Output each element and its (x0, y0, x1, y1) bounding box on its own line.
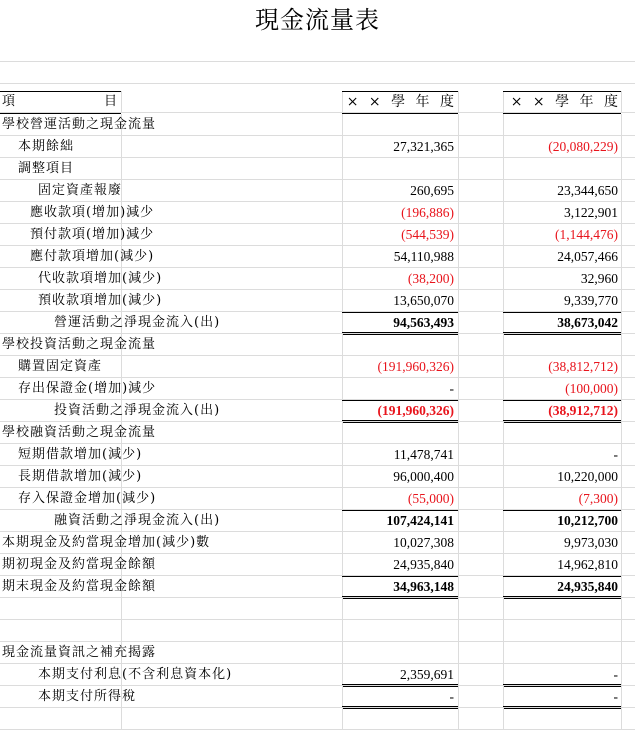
table-row (0, 180, 635, 202)
row-label: 存出保證金(增加)減少 (18, 381, 157, 396)
blank-row (0, 620, 635, 642)
value-year1: 27,321,365 (393, 139, 454, 154)
value-year1: - (449, 689, 454, 704)
value-year2: (38,912,712) (548, 403, 618, 418)
value-year1: (191,960,326) (377, 359, 454, 374)
table-row (0, 488, 635, 510)
row-label: 期末現金及約當現金餘額 (2, 579, 157, 594)
value-year2: - (613, 667, 618, 682)
row-label: 融資活動之淨現金流入(出) (54, 513, 221, 528)
value-year2: (1,144,476) (555, 227, 618, 242)
table-row (0, 268, 635, 290)
value-year1: 10,027,308 (393, 535, 454, 550)
header-row (0, 91, 635, 113)
table-row (0, 444, 635, 466)
row-label: 學校融資活動之現金流量 (2, 425, 157, 440)
blank-row (0, 708, 635, 730)
table-row (0, 246, 635, 268)
table-row (0, 312, 635, 334)
value-year2: (100,000) (565, 381, 618, 396)
value-year1 (342, 114, 454, 136)
row-label: 本期現金及約當現金增加(減少)數 (2, 535, 211, 550)
row-label: 應付款項增加(減少) (30, 249, 155, 264)
table-row (0, 136, 635, 158)
value-year1: (544,539) (401, 227, 454, 242)
header-item-left: 項 (2, 94, 17, 109)
header-item-right: 目 (104, 94, 119, 109)
row-label: 本期支付所得稅 (38, 689, 137, 704)
value-year2: 10,220,000 (557, 469, 618, 484)
value-year2: 14,962,810 (557, 557, 618, 572)
table-row (0, 356, 635, 378)
row-label: 學校投資活動之現金流量 (2, 337, 157, 352)
row-label: 本期餘絀 (18, 139, 75, 154)
table-row (0, 378, 635, 400)
blank-row (0, 40, 635, 62)
table-row (0, 510, 635, 532)
value-year2: (38,812,712) (548, 359, 618, 374)
table-row (0, 114, 635, 136)
row-label: 預收款項增加(減少) (38, 293, 163, 308)
table-row (0, 202, 635, 224)
value-year2: - (613, 447, 618, 462)
value-year2: (7,300) (578, 491, 618, 506)
row-label: 短期借款增加(減少) (18, 447, 143, 462)
value-year1: 94,563,493 (393, 315, 454, 330)
value-year2: 24,057,466 (557, 249, 618, 264)
row-label: 期初現金及約當現金餘額 (2, 557, 157, 572)
value-year1: (191,960,326) (377, 403, 454, 418)
row-label: 投資活動之淨現金流入(出) (54, 403, 221, 418)
row-label: 存入保證金增加(減少) (18, 491, 157, 506)
table-row (0, 642, 635, 664)
table-row (0, 400, 635, 422)
value-year1 (342, 334, 454, 356)
row-label: 購置固定資產 (18, 359, 103, 374)
table-row (0, 466, 635, 488)
table-row (0, 422, 635, 444)
value-year1: 11,478,741 (393, 447, 454, 462)
value-year1: (55,000) (407, 491, 454, 506)
value-year1: 96,000,400 (393, 469, 454, 484)
blank-row (0, 598, 635, 620)
value-year1 (342, 422, 454, 444)
row-label: 長期借款增加(減少) (18, 469, 143, 484)
value-year1: 260,695 (410, 183, 454, 198)
value-year1: 34,963,148 (393, 579, 454, 594)
value-year1: 54,110,988 (393, 249, 454, 264)
value-year2: 9,339,770 (564, 293, 618, 308)
table-row (0, 224, 635, 246)
table-row (0, 334, 635, 356)
table-row (0, 290, 635, 312)
value-year1 (342, 158, 454, 180)
value-year2: - (613, 689, 618, 704)
value-year2: 23,344,650 (557, 183, 618, 198)
header-col2: × × 學 年 度 (510, 94, 621, 110)
value-year1: (196,886) (401, 205, 454, 220)
value-year2: 38,673,042 (557, 315, 618, 330)
blank-row (0, 62, 635, 84)
value-year2 (503, 642, 618, 664)
row-label: 固定資產報廢 (38, 183, 123, 198)
row-label: 營運活動之淨現金流入(出) (54, 315, 221, 330)
row-label: 代收款項增加(減少) (38, 271, 163, 286)
value-year1: 24,935,840 (393, 557, 454, 572)
row-label: 應收款項(增加)減少 (30, 205, 155, 220)
row-label: 本期支付利息(不含利息資本化) (38, 667, 233, 682)
header-col1: × × 學 年 度 (346, 94, 457, 110)
value-year2 (503, 114, 618, 136)
value-year1: 13,650,070 (393, 293, 454, 308)
table-row (0, 158, 635, 180)
value-year2 (503, 158, 618, 180)
row-label: 學校營運活動之現金流量 (2, 117, 157, 132)
table-row (0, 664, 635, 686)
value-year1: 107,424,141 (386, 513, 454, 528)
value-year2 (503, 334, 618, 356)
page-title: 現金流量表 (255, 6, 380, 34)
value-year1: - (449, 381, 454, 396)
value-year2: 9,973,030 (564, 535, 618, 550)
table-row (0, 686, 635, 708)
value-year2: 3,122,901 (564, 205, 618, 220)
value-year1 (342, 642, 454, 664)
supplement-heading: 現金流量資訊之補充揭露 (2, 645, 157, 660)
value-year1: 2,359,691 (400, 667, 454, 682)
table-row (0, 576, 635, 598)
value-year2 (503, 422, 618, 444)
table-row (0, 554, 635, 576)
value-year2: (20,080,229) (548, 139, 618, 154)
row-label: 調整項目 (18, 161, 75, 176)
value-year1: (38,200) (407, 271, 454, 286)
row-label: 預付款項(增加)減少 (30, 227, 155, 242)
table-row (0, 532, 635, 554)
value-year2: 24,935,840 (557, 579, 618, 594)
value-year2: 32,960 (580, 271, 618, 286)
value-year2: 10,212,700 (557, 513, 618, 528)
